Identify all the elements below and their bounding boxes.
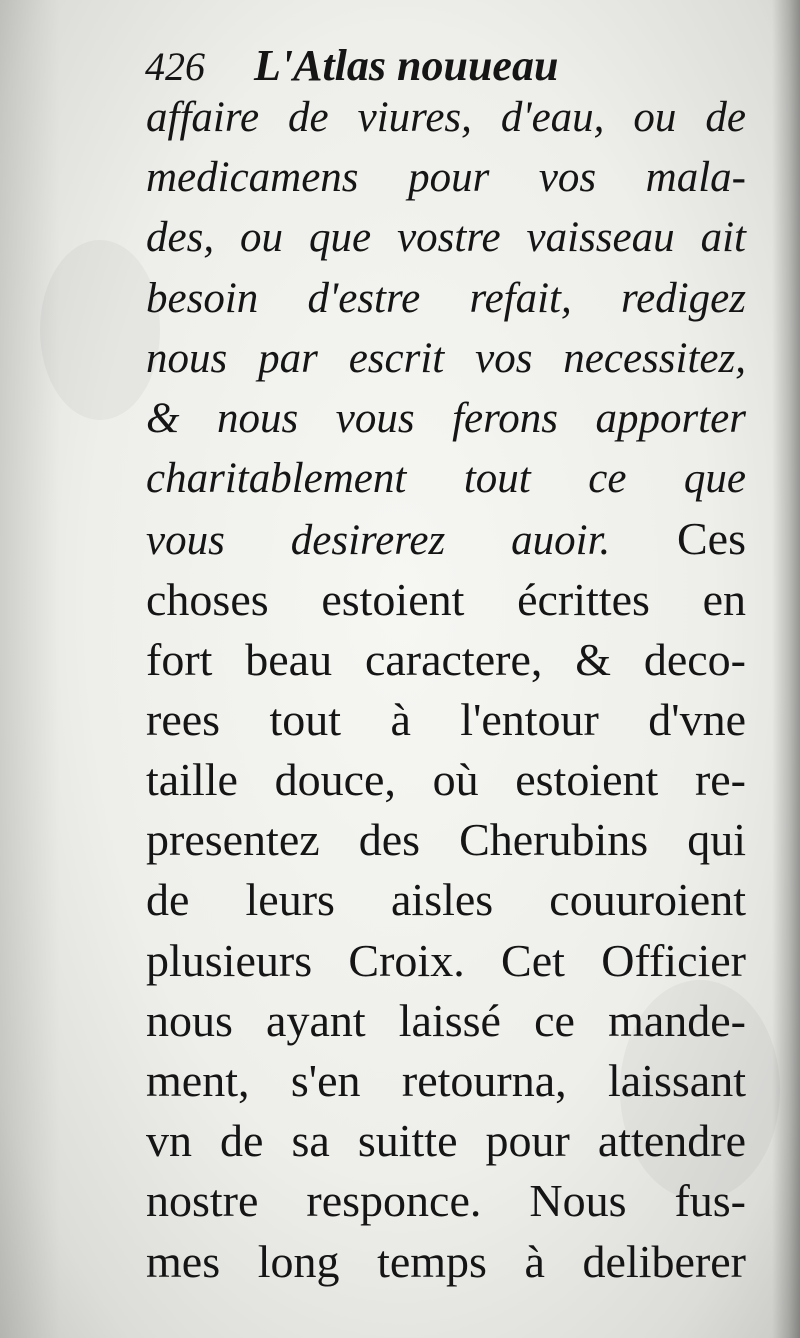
text-line [146, 570, 746, 630]
text-line [146, 269, 746, 329]
text-line-content: mes long temps à deliberer [146, 1235, 746, 1287]
text-line [146, 389, 746, 449]
text-line-content: nous ayant laissé ce mande- [146, 994, 746, 1046]
text-line [146, 991, 746, 1051]
paper-stain [40, 240, 160, 420]
text-line [146, 870, 746, 930]
text-line [146, 1232, 746, 1292]
text-line [146, 931, 746, 991]
page-number: 426 [145, 44, 205, 89]
text-line-content: vn de sa suitte pour attendre [146, 1115, 746, 1167]
text-line-content: des, ou que vostre vaisseau ait [146, 214, 746, 262]
text-line [146, 329, 746, 389]
text-line [146, 630, 746, 690]
text-line-continuation: Ces [610, 513, 746, 565]
text-line [146, 88, 746, 148]
text-line-content: rees tout à l'entour d'vne [146, 693, 746, 745]
text-line-content: nous par escrit vos necessitez, [146, 334, 746, 382]
text-line-content: plusieurs Croix. Cet Officier [146, 934, 746, 986]
text-line-content: presentez des Cherubins qui [146, 814, 746, 866]
text-line [146, 148, 746, 208]
text-line-content: besoin d'estre refait, redigez [146, 274, 746, 322]
text-line-content: choses estoient écrittes en [146, 573, 746, 625]
text-line [146, 208, 746, 268]
text-line [146, 509, 746, 569]
text-line-content: fort beau caractere, & deco- [146, 633, 746, 685]
text-line-content: nostre responce. Nous fus- [146, 1175, 746, 1227]
text-line [146, 1171, 746, 1231]
text-line-content: affaire de viures, d'eau, ou de [146, 94, 746, 141]
text-line [146, 810, 746, 870]
text-line-content: & nous vous ferons apporter [146, 394, 746, 442]
text-line [146, 449, 746, 509]
text-line-content: taille douce, où estoient re- [146, 754, 746, 806]
text-line-content: ment, s'en retourna, laissant [146, 1055, 746, 1106]
text-line [146, 1051, 746, 1111]
text-line [146, 750, 746, 810]
body-text [146, 88, 746, 1292]
text-line-content: vous desirerez auoir. [146, 517, 611, 565]
text-line [146, 1111, 746, 1171]
text-line-content: de leurs aisles couuroient [146, 874, 746, 926]
running-title: L'Atlas nouueau [254, 41, 559, 90]
text-line-content: medicamens pour vos mala- [146, 154, 746, 202]
text-line [146, 690, 746, 750]
text-line-content: charitablement tout ce que [146, 455, 746, 503]
